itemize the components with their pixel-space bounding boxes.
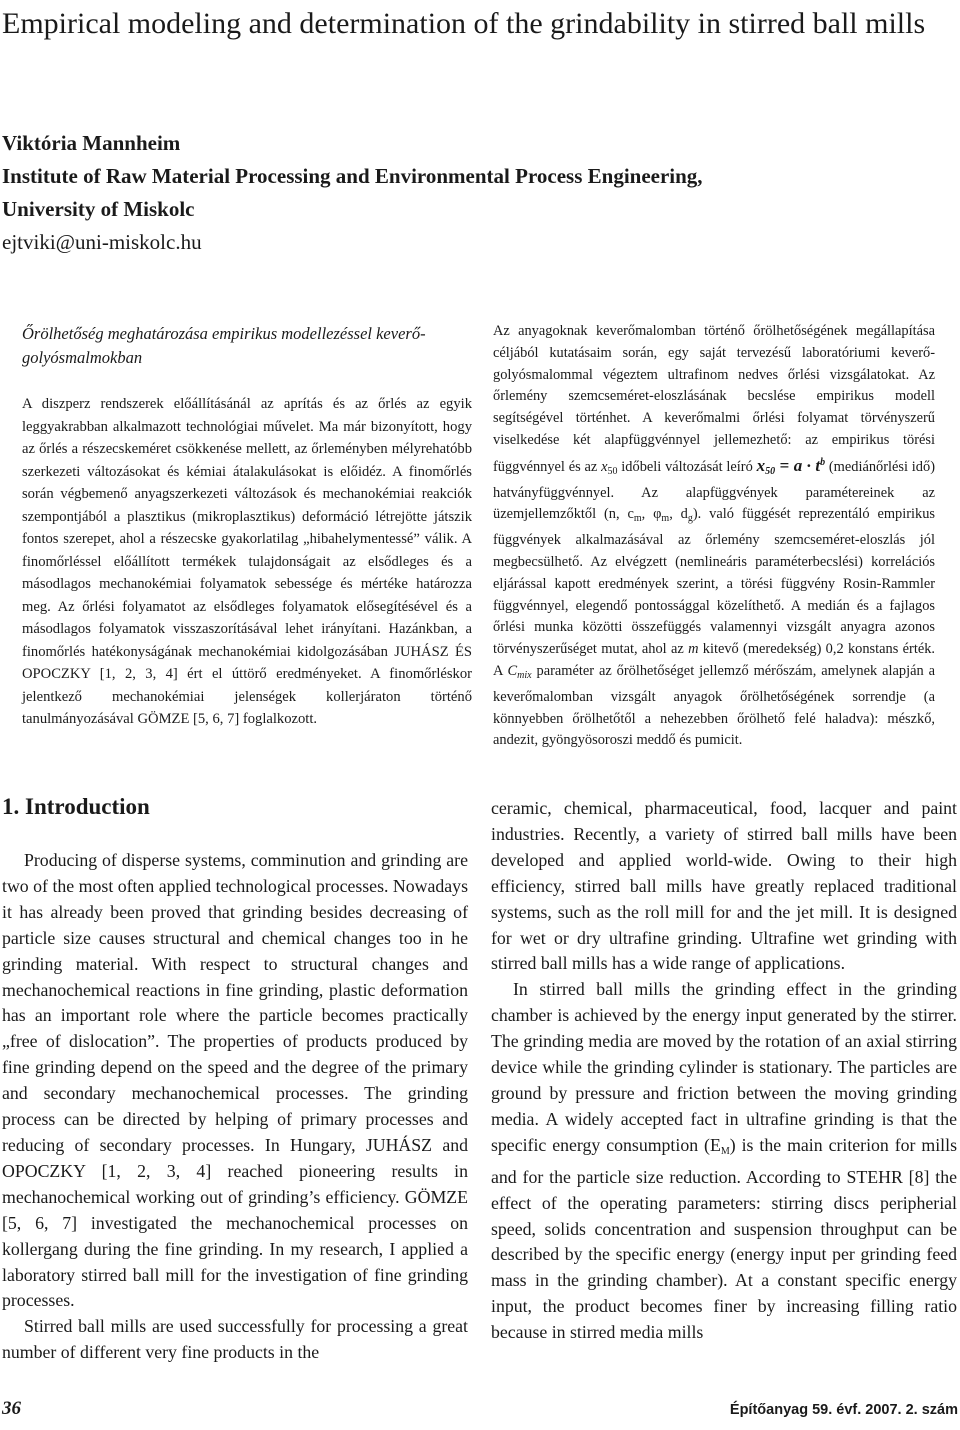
sub-m: m — [633, 513, 642, 525]
author-name: Viktória Mannheim — [2, 131, 181, 155]
author-university: University of Miskolc — [2, 197, 195, 221]
author-block — [2, 127, 942, 259]
paragraph: Producing of disperse systems, comminution and grinding are two of the most often applied technological processes. Nowadays it has already been proved that grinding besides decreasing of particle size causes structural and chemical changes too in he grinding material. With respect to structural changes and mechanochemical reactions in fine grinding, plastic deformation has an important role where the particle becomes practically „free of dislocation”. The properties of products produced by fine grinding depend on the speed and the degree of the primary and secondary mechanochemical processes. The grinding process can be directed by helping of primary processes and reducing of secondary processes. In Hungary, JUHÁSZ and OPOCZKY [1, 2, 3, 4] reached pioneering results in mechanochemical working out of grinding’s efficiency. GÖMZE [5, 6, 7] investigated the mechanochemical processes on kollergang during the fine grinding. In my research, I applied a laboratory stirred ball mill for the investigation of fine grinding processes. — [2, 850, 468, 1311]
paragraph: Stirred ball mills are used successfully for processing a great number of different very fine products in the — [2, 1316, 468, 1363]
var-x: x — [601, 458, 608, 475]
journal-citation: Építőanyag 59. évf. 2007. 2. szám — [729, 1402, 958, 1418]
abstract-text: kitevő (meredekség) 0,2 konstans érték. A — [493, 641, 936, 679]
page-number: 36 — [2, 1398, 21, 1419]
abstract-text: ). való függését reprezentáló empirikus függvények alkalmazásával az őrlemény szemcseméret-eloszlás jól megbecsülhető. Az elvégzett (nemlineáris paraméterbecslési) korrelációs eljárással kapott eredmények szerint, a törési függvény Rosin-Rammler függvénnyel, elegendő pontossággal közelíthető. A medián és a fajlagos őrlési munka közötti összefüggés valamennyi vizsgált anyagra azonos törvényszerűséget mutat, ahol az — [493, 506, 936, 658]
var-m: m — [688, 641, 699, 658]
sub-m: m — [661, 513, 670, 525]
var-x-sub: 50 — [607, 465, 618, 477]
sub-g: g — [687, 513, 693, 525]
hungarian-abstract-title: Őrölhetőség meghatározása empirikus modellezéssel keverőgolyósmalmokban — [22, 324, 426, 367]
paragraph: ceramic, chemical, pharmaceutical, food, lacquer and paint industries. Recently, a variety of stirred ball mills have been developed and applied world-wide. Owing to their high efficiency, stirred ball mills have greatly replaced traditional systems, such as the roll mill for and the jet mill. It is designed for wet or dry ultrafine grinding. Ultrafine wet grinding with stirred ball mills has a wide range of applications. — [491, 798, 957, 974]
page-footer — [2, 1398, 958, 1424]
author-institute: Institute of Raw Material Processing and Environmental Process Engineering, — [2, 164, 703, 188]
abstract-text: , d — [669, 506, 688, 523]
body-column-right — [491, 796, 957, 1346]
abstract-text: , φ — [641, 506, 662, 523]
var-cmix-sub: mix — [517, 669, 532, 681]
paragraph: In stirred ball mills the grinding effect in the grinding chamber is achieved by the energy input generated by the stirrer. The grinding media are moved by the rotation of an axial stirring device while the grinding cylinder is stationary. The particles are ground by pressure and friction between the moving grinding media. A widely accepted fact in ultrafine grinding is that the specific energy consumption $(E_M)$ is the main criterion for mills and for the particle size reduction. According to STEHR [8] the effect of the operating parameters: stirring discs peripherial speed, solids concentration and suspension throughput can be described by the specific energy (energy input per grinding feed mass in the grinding chamber). At a constant specific energy input, the product becomes finer by increasing filling ratio because in stirred media mills — [491, 979, 957, 1343]
abstract-text: időbeli változását leíró — [617, 458, 757, 475]
section-heading-introduction: 1. Introduction — [2, 794, 150, 819]
var-cmix: C — [507, 662, 518, 679]
body-column-left — [2, 848, 468, 1366]
paper-title: Empirical modeling and determination of the grindability in stirred ball mills — [2, 7, 926, 40]
sub-M: M — [720, 1145, 730, 1157]
author-email[interactable]: ejtviki@uni-miskolc.hu — [2, 230, 202, 254]
abstract-text: paraméter az őrölhetőséget jellemző mérőszám, amelynek alapján a keverőmalomban vizsgált anyagok őrölhetőségének sorrendje (a könnyebben őrölhetőtől a nehezebben őrölhető felé haladva): mészkő, andezit, gyöngyösoroszi meddő és pumicit. — [493, 662, 935, 749]
abstract-text: (mediánőrlési idő) hatványfüggvénnyel. Az alapfüggvények paramétereinek az üzemjellemzőktől (n, c — [493, 458, 935, 523]
hungarian-abstract-right — [493, 321, 935, 752]
equation-x50: $x_{50} = a \cdot t^b$ — [756, 455, 826, 477]
hungarian-abstract-left: A diszperz rendszerek előállításánál az aprítás és az őrlés az egyik leggyakrabban alkalmazott technológiai művelet. Ma már bizonyított, hogy az őrlés a részecskeméret csökkenése mellett, az őrleményben mélyrehatóbb szerkezeti változásokat és kémiai átalakulásokat is előidéz. A finomőrlés során végbemenő anyagszerkezeti változások és mechanokémiai reakciók szempontjából a plasztikus (mikroplasztikus) deformáció létrejötte játszik fontos szerepet, ahol a részecske gyakorlatilag „hibahelymentessé” válik. A finomőrléssel előállított termékek tulajdonságait az elsődleges és a másodlagos mechanokémiai folyamatok sebessége és mértéke határozza meg. Az őrlési folyamatot az elsődleges folyamatok elősegítésével és a másodlagos folyamatok visszaszorításával lehet irányítani. Hazánkban, a finomőrlés hatékonyságának mechanokémiai kidolgozásában JUHÁSZ ÉS OPOCZKY [1, 2, 3, 4] ért el úttörő eredményeket. A finomőrléskor jelentkező mechanokémiai jelenségek kollerjáraton történő tanulmányozásával GÖMZE [5, 6, 7] foglalkozott. — [22, 396, 472, 727]
abstract-text: Az anyagoknak keverőmalomban történő őrölhetőségének megállapítása céljából kutatásaim során, egy saját tervezésű laboratóriumi keverő-golyósmalommal végeztem ultrafinom nedves őrlési vizsgálatokat. Az őrlemény szemcseméret-eloszlásának becslése empirikus modell segítségével történhet. A keverőmalmi őrlési folyamat törvényszerű viselkedése két alapfüggvénnyel jellemezhető: az empirikus törési függvénnyel és az — [493, 323, 935, 475]
